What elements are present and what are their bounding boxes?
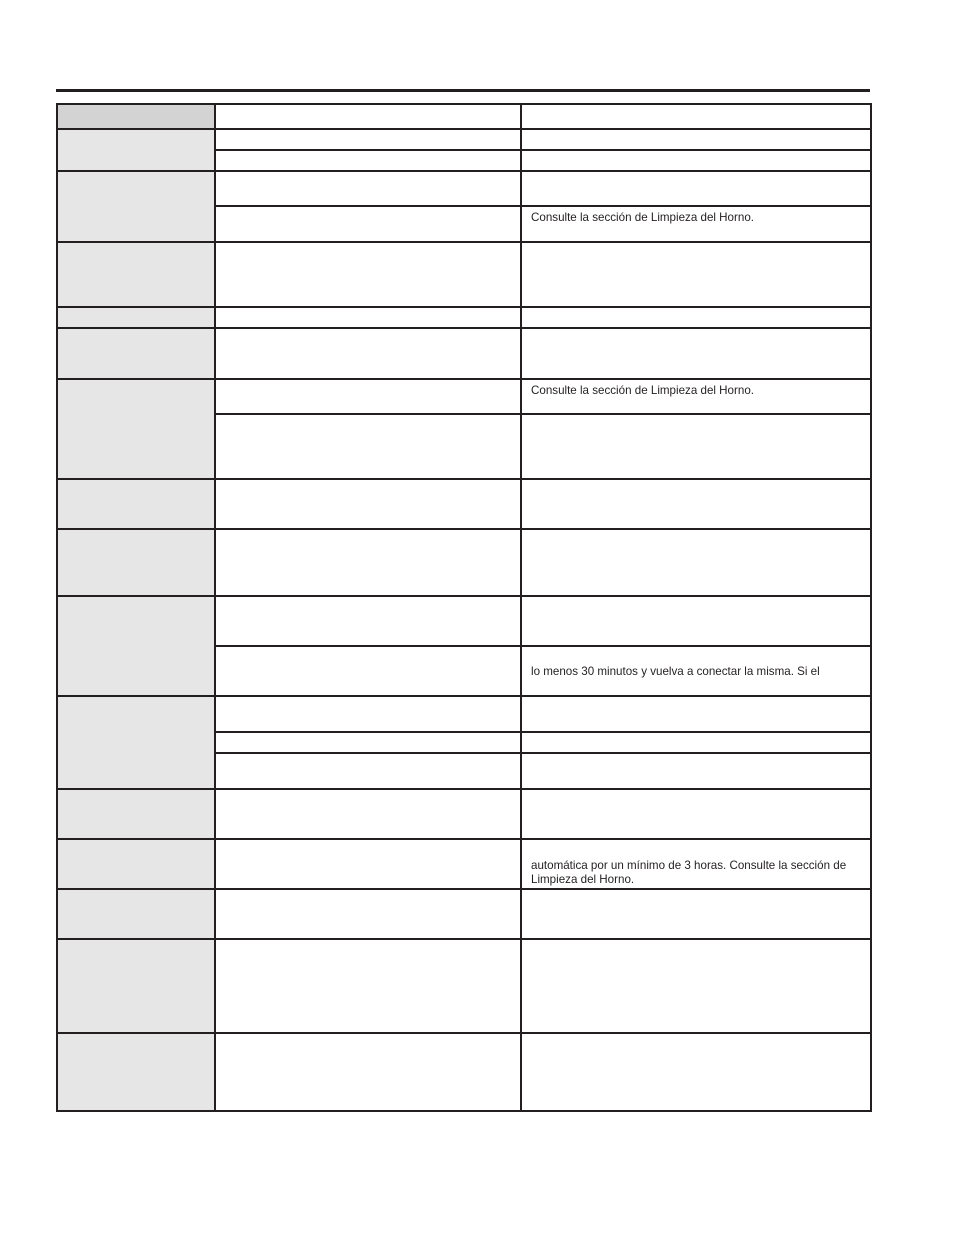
solution-cell — [521, 732, 871, 753]
header-problem — [57, 104, 215, 129]
problem-cell — [57, 1033, 215, 1111]
cause-cell — [215, 696, 521, 732]
table-row — [57, 789, 871, 839]
problem-cell — [57, 479, 215, 529]
solution-cell — [521, 171, 871, 206]
solution-cell — [521, 206, 871, 242]
cause-cell — [215, 206, 521, 242]
solution-cell — [521, 646, 871, 696]
problem-cell — [57, 328, 215, 379]
table-row — [57, 889, 871, 939]
cause-cell — [215, 939, 521, 1033]
table-row — [57, 171, 871, 206]
cause-cell — [215, 732, 521, 753]
solution-cell — [521, 789, 871, 839]
table-row — [57, 596, 871, 646]
cause-cell — [215, 889, 521, 939]
cause-cell — [215, 596, 521, 646]
solution-cell — [521, 414, 871, 479]
table-row — [57, 1033, 871, 1111]
top-rule — [56, 89, 870, 92]
solution-cell — [521, 150, 871, 171]
solution-cell — [521, 839, 871, 889]
problem-cell — [57, 696, 215, 789]
solution-cell — [521, 307, 871, 328]
solution-cell — [521, 379, 871, 414]
cause-cell — [215, 171, 521, 206]
problem-cell — [57, 307, 215, 328]
solution-cell — [521, 696, 871, 732]
solution-cell — [521, 753, 871, 789]
problem-cell — [57, 789, 215, 839]
problem-cell — [57, 379, 215, 479]
table-row — [57, 529, 871, 596]
table-row — [57, 242, 871, 307]
table-row — [57, 379, 871, 414]
troubleshooting-table — [56, 103, 872, 1112]
cause-cell — [215, 753, 521, 789]
header-cause — [215, 104, 521, 129]
solution-cell — [521, 328, 871, 379]
cause-cell — [215, 479, 521, 529]
table-row — [57, 839, 871, 889]
problem-cell — [57, 171, 215, 242]
solution-cell — [521, 939, 871, 1033]
solution-cell — [521, 596, 871, 646]
solution-text: Consulte la sección de Limpieza del Horno. — [531, 384, 754, 397]
solution-cell — [521, 529, 871, 596]
cause-cell — [215, 789, 521, 839]
solution-text: Consulte la sección de Limpieza del Horno. — [531, 211, 754, 224]
table-row — [57, 939, 871, 1033]
table-row — [57, 328, 871, 379]
cause-cell — [215, 529, 521, 596]
solution-cell — [521, 479, 871, 529]
cause-cell — [215, 307, 521, 328]
problem-cell — [57, 596, 215, 696]
solution-text: lo menos 30 minutos y vuelva a conectar la misma. Si el — [531, 665, 820, 678]
cause-cell — [215, 150, 521, 171]
table-row — [57, 129, 871, 150]
solution-cell — [521, 1033, 871, 1111]
solution-text: automática por un mínimo de 3 horas. Consulte la sección de Limpieza del Horno. — [531, 859, 847, 886]
solution-cell — [521, 242, 871, 307]
solution-cell — [521, 129, 871, 150]
header-solution — [521, 104, 871, 129]
table-header-row — [57, 104, 871, 129]
problem-cell — [57, 939, 215, 1033]
problem-cell — [57, 889, 215, 939]
problem-cell — [57, 839, 215, 889]
table-row — [57, 696, 871, 732]
cause-cell — [215, 379, 521, 414]
cause-cell — [215, 328, 521, 379]
table-row — [57, 479, 871, 529]
table-row — [57, 307, 871, 328]
problem-cell — [57, 529, 215, 596]
problem-cell — [57, 242, 215, 307]
cause-cell — [215, 242, 521, 307]
cause-cell — [215, 646, 521, 696]
cause-cell — [215, 129, 521, 150]
cause-cell — [215, 839, 521, 889]
cause-cell — [215, 1033, 521, 1111]
problem-cell — [57, 129, 215, 171]
solution-cell — [521, 889, 871, 939]
cause-cell — [215, 414, 521, 479]
